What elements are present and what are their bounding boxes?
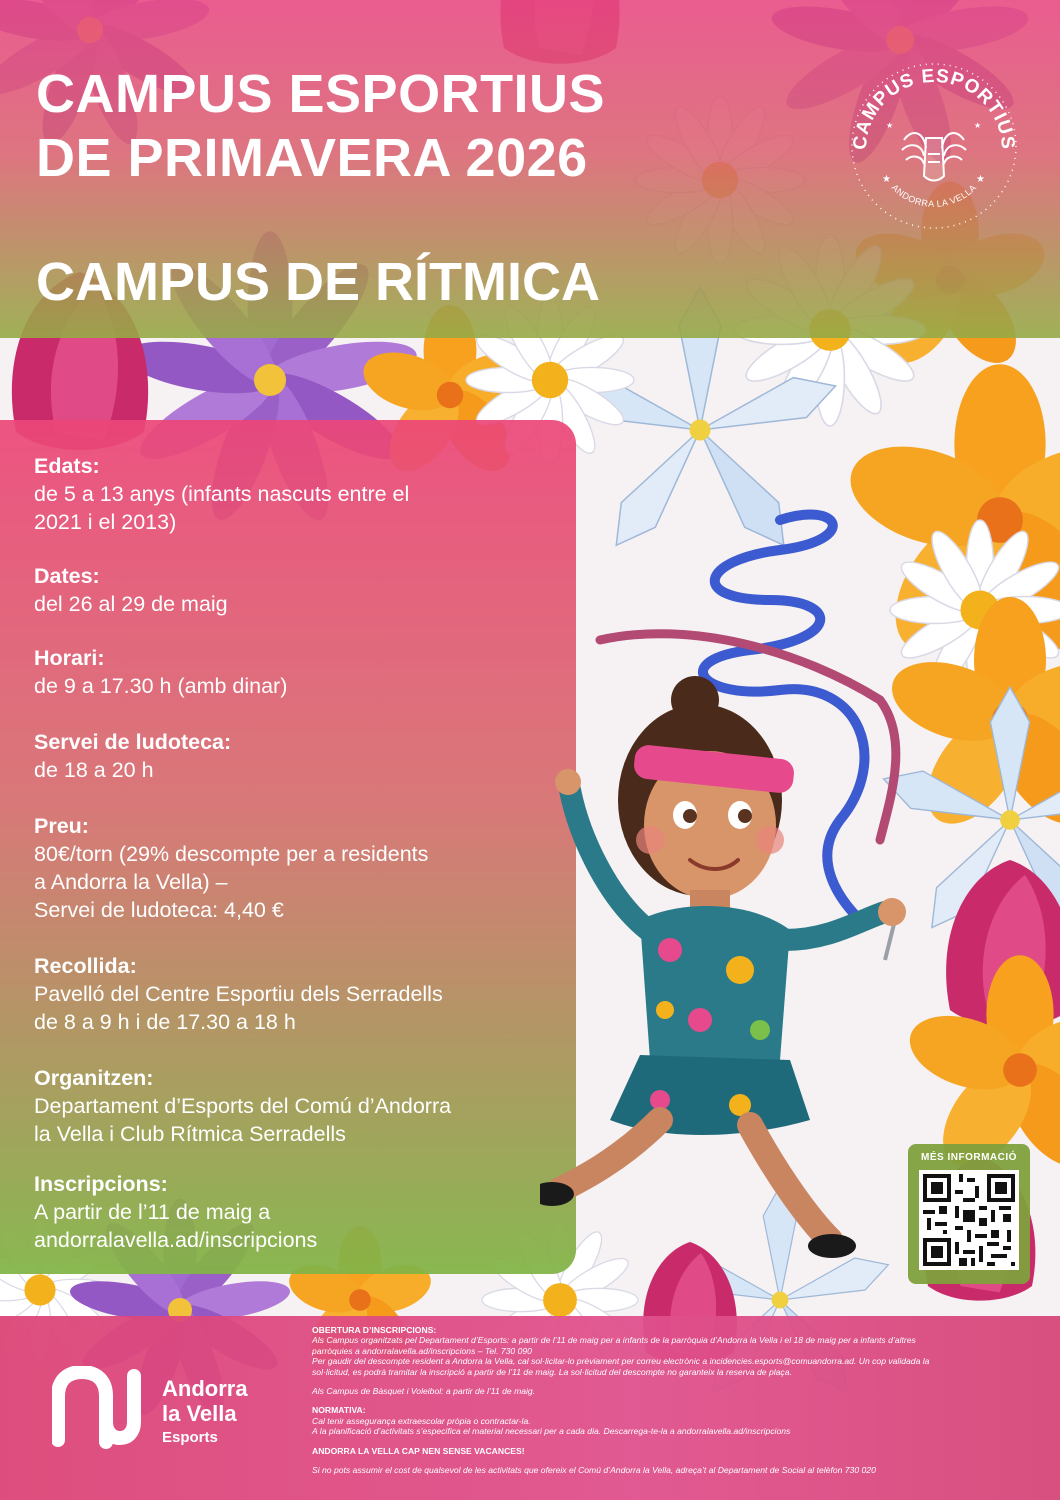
info-organitzen [34, 1064, 451, 1148]
page-subtitle: CAMPUS DE RÍTMICA [36, 252, 600, 312]
notes-text: Als Campus organitzats pel Departament d’Esports: a partir de l’11 de maig per a infants de la parròquia d’Andorra la Vella i el 18 de maig per a infants d’altres parròquies a andorralavella.ad/inscripcions – Tel. 730 090 Per gaudir del descompte resident a Andorra la Vella, cal sol·licitar-lo prèviament per correu electrònic a incidencies.esports@comuandorra.ad. Un cop validada la sol·licitud, es podrà tramitar la inscripció a partir de l’11 de maig. La sol·licitud del descompte no garanteix la reserva de plaça. [312, 1335, 930, 1377]
info-value: de 5 a 13 anys (infants nascuts entre el 2021 i el 2013) [34, 482, 410, 534]
info-value: Pavelló del Centre Esportiu dels Serradells de 8 a 9 h i de 17.30 a 18 h [34, 982, 443, 1034]
info-label: Inscripcions: [34, 1172, 168, 1196]
logo-line-3: Esports [162, 1429, 218, 1446]
qr-label: MÉS INFORMACIÓ [921, 1152, 1017, 1163]
notes-text: Si no pots assumir el cost de qualsevol de les activitats que ofereix el Comú d’Andorra la Vella, adreça’t al Departament de Social al telèfon 730 020 [312, 1465, 876, 1476]
qr-code-icon[interactable] [919, 1170, 1019, 1270]
info-label: Dates: [34, 564, 100, 588]
footer-notes [312, 1325, 1042, 1475]
info-value: Departament d’Esports del Comú d’Andorra la Vella i Club Rítmica Serradells [34, 1094, 452, 1146]
notes-heading-inscripcions: OBERTURA D’INSCRIPCIONS: [312, 1325, 437, 1335]
notes-text: Als Campus de Bàsquet i Voleibol: a partir de l’11 de maig. [312, 1386, 536, 1397]
info-value: 80€/torn (29% descompte per a residents a Andorra la Vella) – Servei de ludoteca: 4,40 € [34, 842, 429, 922]
campus-esportius-seal [846, 58, 1022, 234]
svg-text:★: ★ [882, 174, 891, 185]
logo-text [162, 1376, 248, 1448]
qr-block[interactable] [908, 1144, 1030, 1284]
title-line-1: CAMPUS ESPORTIUS [36, 64, 606, 124]
title-line-2: DE PRIMAVERA 2026 [36, 128, 588, 188]
page-title [36, 62, 605, 190]
info-inscripcions [34, 1170, 317, 1254]
info-preu [34, 812, 428, 924]
logo-line-2: la Vella [162, 1401, 237, 1426]
svg-text:★: ★ [974, 121, 982, 130]
logo-line-1: Andorra [162, 1376, 248, 1401]
info-dates [34, 562, 228, 618]
svg-text:ANDORRA LA VELLA [890, 182, 979, 209]
info-label: Preu: [34, 814, 89, 838]
info-label: Organitzen: [34, 1066, 154, 1090]
info-value: del 26 al 29 de maig [34, 592, 228, 616]
seal-bottom-text: ANDORRA LA VELLA [889, 182, 979, 209]
info-label: Recollida: [34, 954, 137, 978]
info-value: de 18 a 20 h [34, 758, 154, 782]
gymnast-illustration [540, 500, 940, 1260]
info-value: de 9 a 17.30 h (amb dinar) [34, 674, 288, 698]
winged-sneaker-icon [902, 133, 966, 180]
info-horari [34, 644, 287, 700]
info-label: Horari: [34, 646, 105, 670]
svg-text:★: ★ [886, 121, 894, 130]
svg-text:★: ★ [976, 174, 985, 185]
info-label: Edats: [34, 454, 100, 478]
notes-text: Cal tenir assegurança extraescolar pròpia o contractar-la. A la planificació d’activitats s’especifica el material necessari per a cada dia. Descarrega-te-la a andorralavella.ad/inscripcions [312, 1415, 791, 1437]
info-ludoteca [34, 728, 231, 784]
info-value: A partir de l’11 de maig a andorralavella.ad/inscripcions [34, 1200, 318, 1252]
notes-heading-vacances: ANDORRA LA VELLA CAP NEN SENSE VACANCES! [312, 1445, 525, 1456]
info-label: Servei de ludoteca: [34, 730, 232, 754]
info-recollida [34, 952, 443, 1036]
notes-heading-normativa: NORMATIVA: [312, 1405, 366, 1416]
info-edats [34, 452, 409, 536]
seal-top-text: CAMPUS ESPORTIUS [849, 65, 1019, 151]
